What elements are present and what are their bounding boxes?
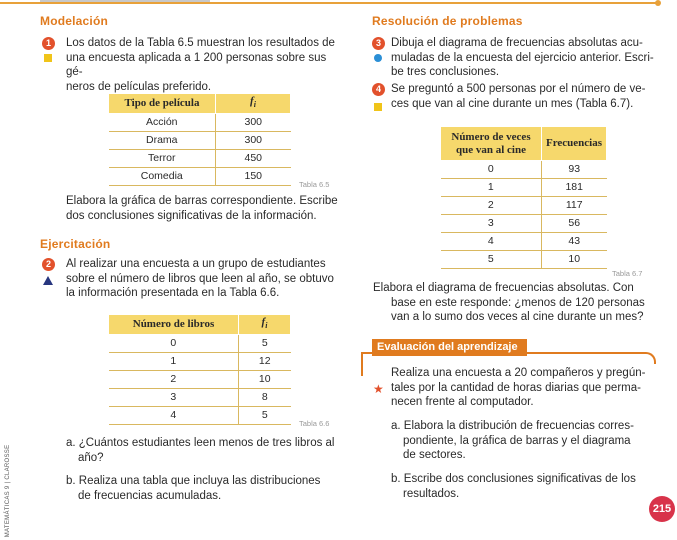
page-number: 215 — [649, 496, 675, 522]
text-line: sobre el número de libros que leen al año, se obtuvo — [66, 272, 334, 285]
table-cell: 0 — [441, 161, 542, 179]
table-cell: 93 — [541, 161, 606, 179]
text-line: b. Escribe dos conclusiones significativas de los — [391, 473, 636, 485]
table-cell: 10 — [239, 371, 291, 389]
text-line: resultados. — [403, 487, 460, 500]
table-cell: 0 — [109, 335, 239, 353]
exercise-number-badge: 1 — [42, 37, 55, 50]
text-line: Los datos de la Tabla 6.5 muestran los resultados de — [66, 37, 335, 49]
exercise-4-instructions — [373, 281, 661, 325]
text-line: Realiza una encuesta a 20 compañeros y pregún- — [391, 367, 646, 379]
section-title-modelacion: Modelación — [40, 14, 109, 28]
table-header: Tipo de película — [109, 94, 216, 114]
top-dot-icon — [655, 0, 661, 6]
table-cell: 56 — [541, 215, 606, 233]
table-cell: 150 — [216, 168, 291, 186]
table-cell: 3 — [109, 389, 239, 407]
exercise-1-instructions — [66, 194, 356, 223]
text-line: Al realizar una encuesta a un grupo de estudiantes — [66, 258, 326, 270]
text-line: una encuesta aplicada a 1 200 personas sobre sus gé- — [66, 51, 327, 78]
table-header: Frecuencias — [541, 127, 606, 161]
table-caption: Tabla 6.7 — [612, 269, 643, 278]
evaluation-item-a — [391, 419, 661, 463]
text-line: b. Realiza una tabla que incluya las distribuciones — [66, 475, 321, 487]
table-6-6 — [108, 314, 291, 425]
table-header: $f_i$ — [239, 315, 291, 335]
table-cell: Acción — [109, 114, 216, 132]
table-row — [441, 215, 607, 233]
text-line: Se preguntó a 500 personas por el número de ve- — [391, 83, 646, 95]
text-line: año? — [78, 451, 104, 464]
text-line: la información presentada en la Tabla 6.6. — [66, 287, 280, 299]
text-line: neros de películas preferido. — [66, 80, 212, 93]
table-row — [109, 389, 291, 407]
top-rule — [0, 0, 677, 5]
exercise-number-badge: 3 — [372, 37, 385, 50]
table-row — [109, 114, 291, 132]
table-cell: 8 — [239, 389, 291, 407]
square-level-icon — [44, 54, 52, 62]
text-line: pondiente, la gráfica de barras y el diagrama — [403, 434, 631, 447]
text-line: de sectores. — [403, 449, 466, 461]
table-cell: 1 — [441, 179, 542, 197]
table-cell: 5 — [239, 407, 291, 425]
section-title-resolucion: Resolución de problemas — [372, 14, 523, 28]
text-line: Dibuja el diagrama de frecuencias absolutas acu- — [391, 37, 643, 49]
table-cell: 450 — [216, 150, 291, 168]
table-header: Número de veces que van al cine — [441, 127, 542, 161]
table-row — [441, 161, 607, 179]
exercise-3-text — [391, 36, 661, 80]
table-cell: 181 — [541, 179, 606, 197]
table-cell: 43 — [541, 233, 606, 251]
table-cell: Drama — [109, 132, 216, 150]
text-line: a. ¿Cuántos estudiantes leen menos de tres libros al — [66, 437, 335, 449]
triangle-level-icon — [43, 276, 53, 285]
table-row — [441, 197, 607, 215]
table-header: Número de libros — [109, 315, 239, 335]
evaluation-text — [391, 366, 661, 410]
exercise-4-text — [391, 82, 661, 111]
text-line: be tres conclusiones. — [391, 66, 500, 78]
table-cell: Comedia — [109, 168, 216, 186]
table-cell: 4 — [441, 233, 542, 251]
exercise-number-badge: 2 — [42, 258, 55, 271]
exercise-2-text — [66, 257, 356, 301]
table-row — [441, 179, 607, 197]
table-caption: Tabla 6.6 — [299, 419, 330, 428]
question-a — [66, 436, 356, 465]
table-row — [109, 371, 291, 389]
section-title-ejercitacion: Ejercitación — [40, 237, 111, 251]
evaluation-item-b — [391, 472, 661, 501]
table-row — [109, 132, 291, 150]
table-row — [441, 251, 607, 269]
table-cell: 5 — [239, 335, 291, 353]
table-cell: 1 — [109, 353, 239, 371]
text-line: base en este responde: ¿menos de 120 personas — [391, 296, 645, 309]
text-line: de frecuencias acumuladas. — [78, 489, 222, 502]
table-row — [441, 233, 607, 251]
text-line: ces que van al cine durante un mes (Tabla 6.7). — [391, 97, 634, 110]
table-row — [109, 407, 291, 425]
text-line: a. Elabora la distribución de frecuencias corres- — [391, 420, 634, 432]
table-row — [109, 335, 291, 353]
text-line: Elabora la gráfica de barras correspondiente. Escribe — [66, 195, 338, 207]
text-line: dos conclusiones significativas de la información. — [66, 209, 317, 222]
table-cell: 300 — [216, 132, 291, 150]
table-cell: 10 — [541, 251, 606, 269]
exercise-1-text — [66, 36, 346, 94]
table-header: $f_i$ — [216, 94, 291, 114]
table-cell: 12 — [239, 353, 291, 371]
exercise-number-badge: 4 — [372, 83, 385, 96]
side-imprint: MATEMÁTICAS 9 | CLAROSSE — [4, 444, 11, 538]
star-level-icon: ★ — [373, 382, 384, 396]
square-level-icon — [374, 103, 382, 111]
table-cell: 2 — [441, 197, 542, 215]
table-cell: 5 — [441, 251, 542, 269]
table-row — [109, 150, 291, 168]
table-6-7 — [440, 126, 607, 269]
evaluation-frame-side — [361, 352, 363, 376]
text-line: muladas de la encuesta del ejercicio anterior. Escri- — [391, 51, 654, 64]
table-cell: 2 — [109, 371, 239, 389]
evaluation-title: Evaluación del aprendizaje — [372, 339, 527, 356]
table-cell: 300 — [216, 114, 291, 132]
text-line: Elabora el diagrama de frecuencias absolutas. Con — [373, 282, 634, 294]
table-cell: 117 — [541, 197, 606, 215]
table-cell: 4 — [109, 407, 239, 425]
text-line: van a lo sumo dos veces al cine durante un mes? — [391, 311, 644, 323]
circle-level-icon — [374, 54, 382, 62]
question-b — [66, 474, 356, 503]
table-caption: Tabla 6.5 — [299, 180, 330, 189]
table-row — [109, 353, 291, 371]
table-row — [109, 168, 291, 186]
table-cell: 3 — [441, 215, 542, 233]
table-cell: Terror — [109, 150, 216, 168]
top-line — [0, 2, 659, 4]
text-line: necen frente al computador. — [391, 396, 534, 408]
table-6-5 — [108, 93, 291, 186]
text-line: tales por la cantidad de horas diarias que perma- — [391, 381, 641, 394]
